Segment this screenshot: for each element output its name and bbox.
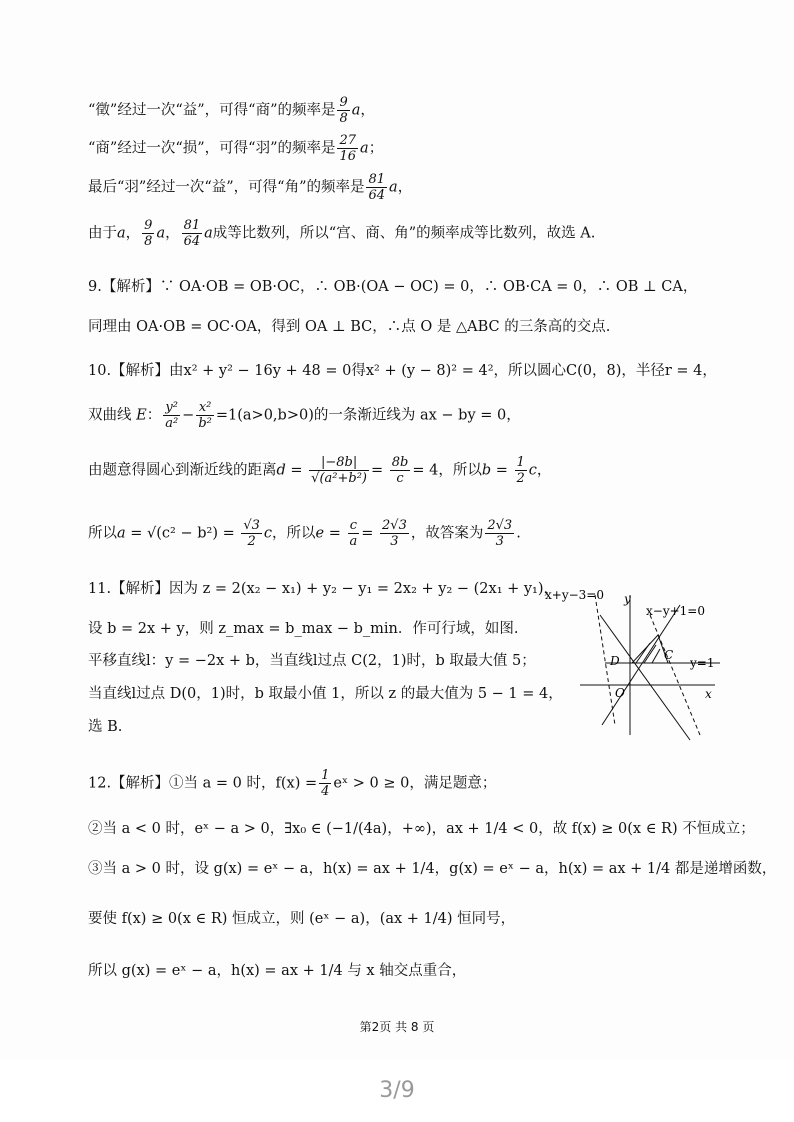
q11-line-1: 11.【解析】因为 z = 2(x₂ − x₁) + y₂ − y₁ = 2x₂ + y₂ − (2x₁ + y₁)， bbox=[88, 581, 559, 597]
q10-line-3: 由题意得圆心到渐近线的距离d = $\frac{|-8b|}{\text{√(a²+b²)}}$ = $\frac{8b}{c}$ = 4，所以b = $\frac{1}{2}$ c， bbox=[88, 455, 552, 486]
text-line-1: “徵”经过一次“益”，可得“商”的频率是 $\frac{9}{8}$ a， bbox=[88, 95, 375, 126]
point-d-label: D bbox=[610, 654, 620, 668]
feasible-region-figure bbox=[540, 585, 730, 745]
y-label: y bbox=[624, 592, 631, 606]
eq3-label: y=1 bbox=[690, 656, 715, 670]
page-indicator: 3/9 bbox=[379, 1078, 415, 1103]
q9-line-2: 同理由 OA·OB = OC·OA，得到 OA ⊥ BC，∴点 O 是 △ABC 的三条高的交点. bbox=[88, 319, 611, 335]
q10-line-2: 双曲线 E： $\frac{\text{y²}}{\text{a²}}$ − $\frac{\text{x²}}{\text{b²}}$ =1(a>0,b>0)的一条渐近线为 ax − by = 0， bbox=[88, 400, 521, 431]
q12-line-4: 要使 f(x) ≥ 0(x ∈ R) 恒成立，则 (eˣ − a)，(ax + 1/4) 恒同号， bbox=[88, 911, 516, 927]
text-line-2: “商”经过一次“损”，可得“羽”的频率是 $\frac{27}{16}$ a； bbox=[88, 133, 384, 164]
x-label: x bbox=[705, 687, 712, 701]
q12-line-3: ③当 a > 0 时，设 g(x) = eˣ − a，h(x) = ax + 1/4，g(x) = eˣ − a，h(x) = ax + 1/4 都是递增函数， bbox=[88, 861, 777, 877]
text-line-3: 最后“羽”经过一次“益”，可得“角”的频率是 $\frac{81}{64}$ a， bbox=[88, 172, 413, 203]
q9-line-1: 9.【解析】∵ OA·OB = OB·OC，∴ OB·(OA − OC) = 0，∴ OB·CA = 0，∴ OB ⊥ CA， bbox=[88, 279, 698, 295]
hatch-1 bbox=[636, 643, 650, 663]
q11-line-2: 设 b = 2x + y，则 z_max = b_max − b_min．作可行域，如图. bbox=[88, 621, 519, 637]
q12-line-1: 12.【解析】①当 a = 0 时，f(x) = $\frac{1}{4}$ eˣ > 0 ≥ 0，满足题意； bbox=[88, 768, 497, 799]
q11-line-4: 当直线l过点 D(0，1)时，b 取最小值 1，所以 z 的最大值为 5 − 1 = 4， bbox=[88, 686, 563, 702]
q12-line-2: ②当 a < 0 时，eˣ − a > 0，∃x₀ ∈ (−1/(4a)，+∞)，ax + 1/4 < 0，故 f(x) ≥ 0(x ∈ R) 不恒成立； bbox=[88, 821, 755, 837]
eq1-label: x+y−3=0 bbox=[545, 588, 604, 602]
point-c-label: C bbox=[664, 648, 674, 662]
q10-line-4: 所以a = √(c² − b²) = $\frac{√3}{2}$ c，所以e = $\frac{c}{a}$ = $\frac{2√3}{3}$ ，故答案为 $\frac{2√3}{3}$ . bbox=[88, 518, 521, 549]
text-line-4: 由于a， $\frac{9}{8}$ a， $\frac{81}{64}$ a成等比数列，所以“宫、商、角”的频率成等比数列，故选 A. bbox=[88, 218, 596, 249]
q10-line-1: 10.【解析】由x² + y² − 16y + 48 = 0得x² + (y − 8)² = 4²，所以圆心C(0，8)，半径r = 4， bbox=[88, 363, 717, 379]
eq2-label: x−y+1=0 bbox=[646, 604, 705, 618]
shaded-region bbox=[632, 635, 668, 663]
q11-line-5: 选 B. bbox=[88, 719, 123, 735]
hatch-3 bbox=[652, 649, 660, 663]
page-footer: 第2页 共 8 页 bbox=[359, 1020, 435, 1034]
line-x-plus-y bbox=[600, 615, 690, 740]
q12-line-5: 所以 g(x) = eˣ − a，h(x) = ax + 1/4 与 x 轴交点重合， bbox=[88, 963, 467, 979]
dashed-line-2 bbox=[650, 615, 700, 735]
q11-line-3: 平移直线l：y = −2x + b，当直线l过点 C(2，1)时，b 取最大值 5； bbox=[88, 653, 536, 669]
origin-label: O bbox=[615, 686, 625, 700]
